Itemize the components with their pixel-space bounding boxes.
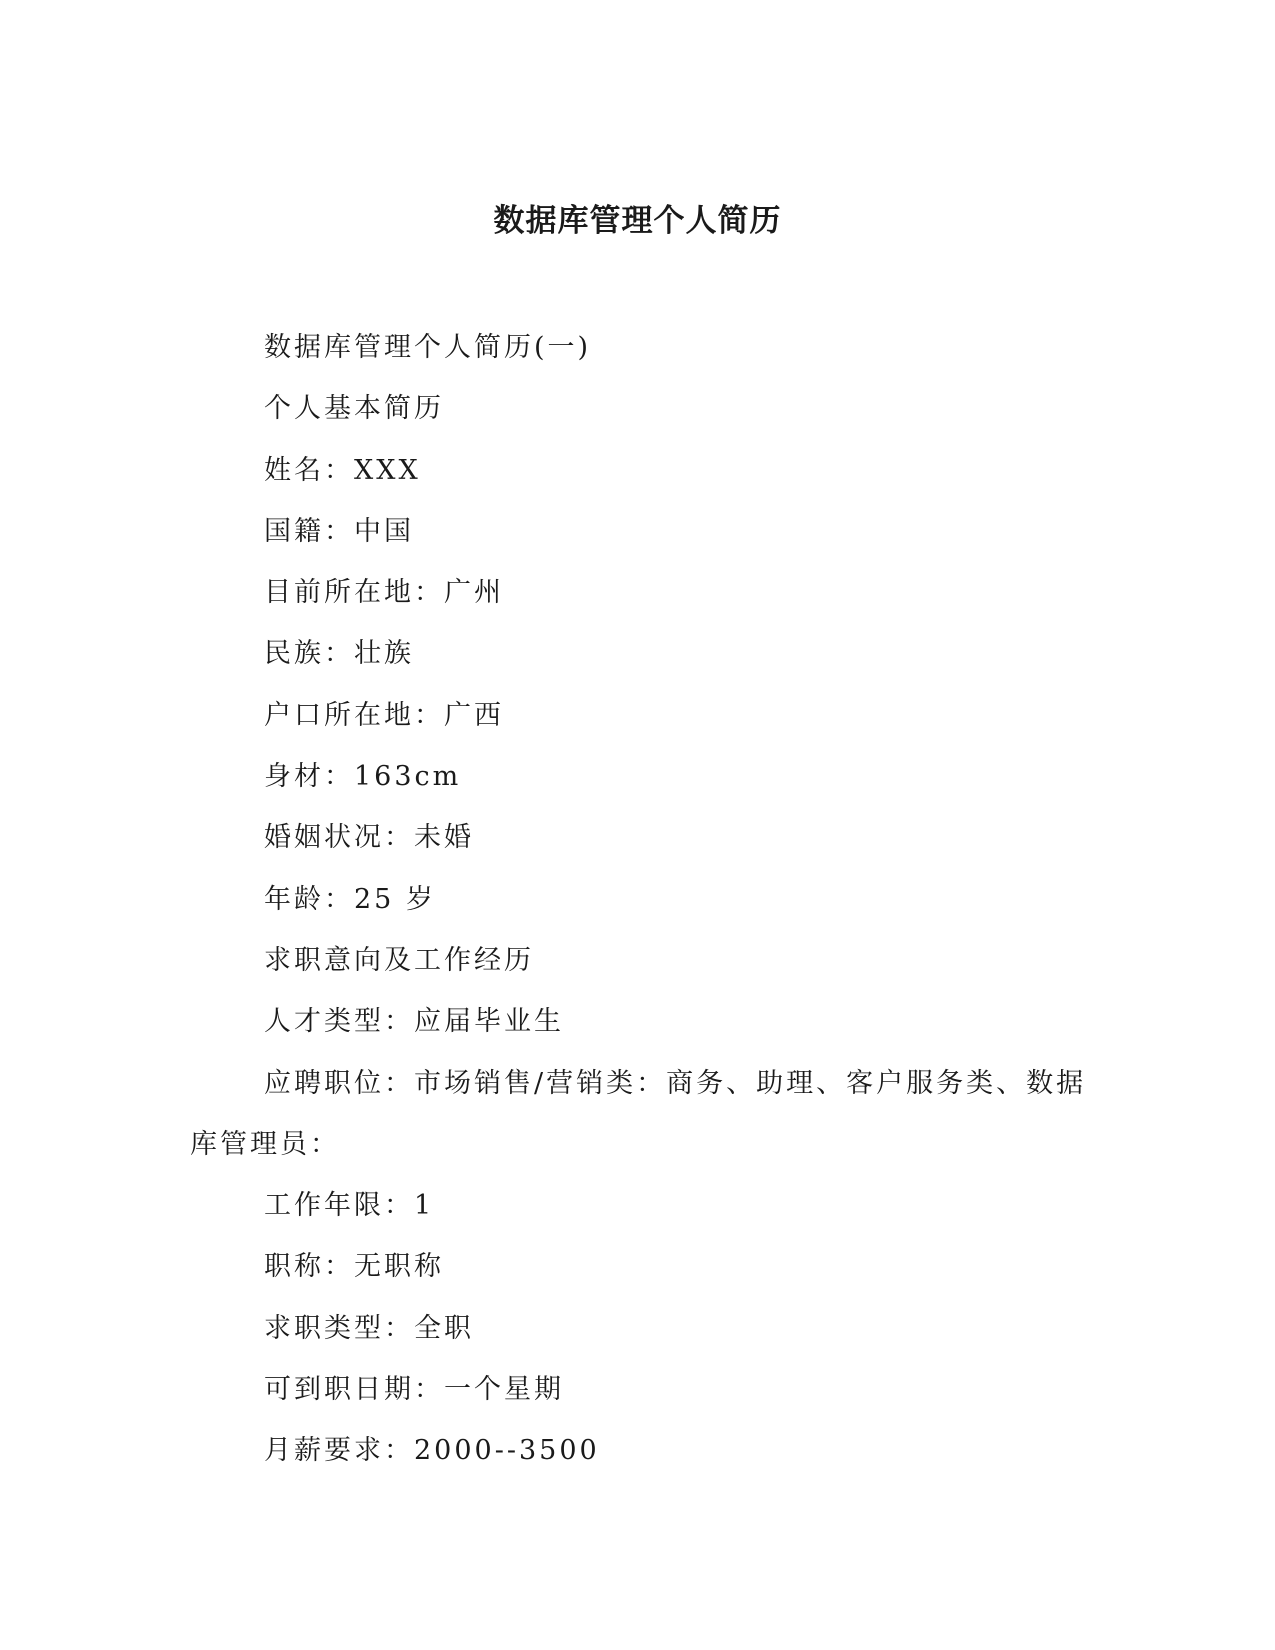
paragraph-professional-title: 职称：无职称 xyxy=(264,1251,444,1283)
paragraph-height: 身材：163cm xyxy=(264,761,462,793)
paragraph-nationality: 国籍：中国 xyxy=(264,515,414,547)
paragraph-available-date: 可到职日期：一个星期 xyxy=(264,1374,564,1406)
paragraph-salary-expectation: 月薪要求：2000--3500 xyxy=(264,1435,600,1467)
document-body xyxy=(190,317,1090,1482)
paragraph-talent-type: 人才类型：应届毕业生 xyxy=(264,1006,564,1038)
paragraph-household-registration: 户口所在地：广西 xyxy=(264,699,504,731)
paragraph-basic-info-heading: 个人基本简历 xyxy=(264,393,444,425)
paragraph-marital-status: 婚姻状况：未婚 xyxy=(264,822,474,854)
paragraph-current-location: 目前所在地：广州 xyxy=(264,577,504,609)
paragraph-resume-heading: 数据库管理个人简历(一) xyxy=(264,332,592,363)
paragraph-job-intent-heading: 求职意向及工作经历 xyxy=(264,944,534,976)
paragraph-age: 年龄：25 岁 xyxy=(264,883,436,915)
document-title: 数据库管理个人简历 xyxy=(493,203,782,239)
paragraph-name: 姓名：XXX xyxy=(264,454,421,486)
paragraph-applied-position: 应聘职位：市场销售/营销类：商务、助理、客户服务类、数据库管理员： xyxy=(190,1067,1087,1160)
paragraph-ethnicity: 民族：壮族 xyxy=(264,638,414,670)
paragraph-job-type: 求职类型：全职 xyxy=(264,1312,474,1344)
paragraph-work-years: 工作年限：1 xyxy=(264,1190,435,1222)
